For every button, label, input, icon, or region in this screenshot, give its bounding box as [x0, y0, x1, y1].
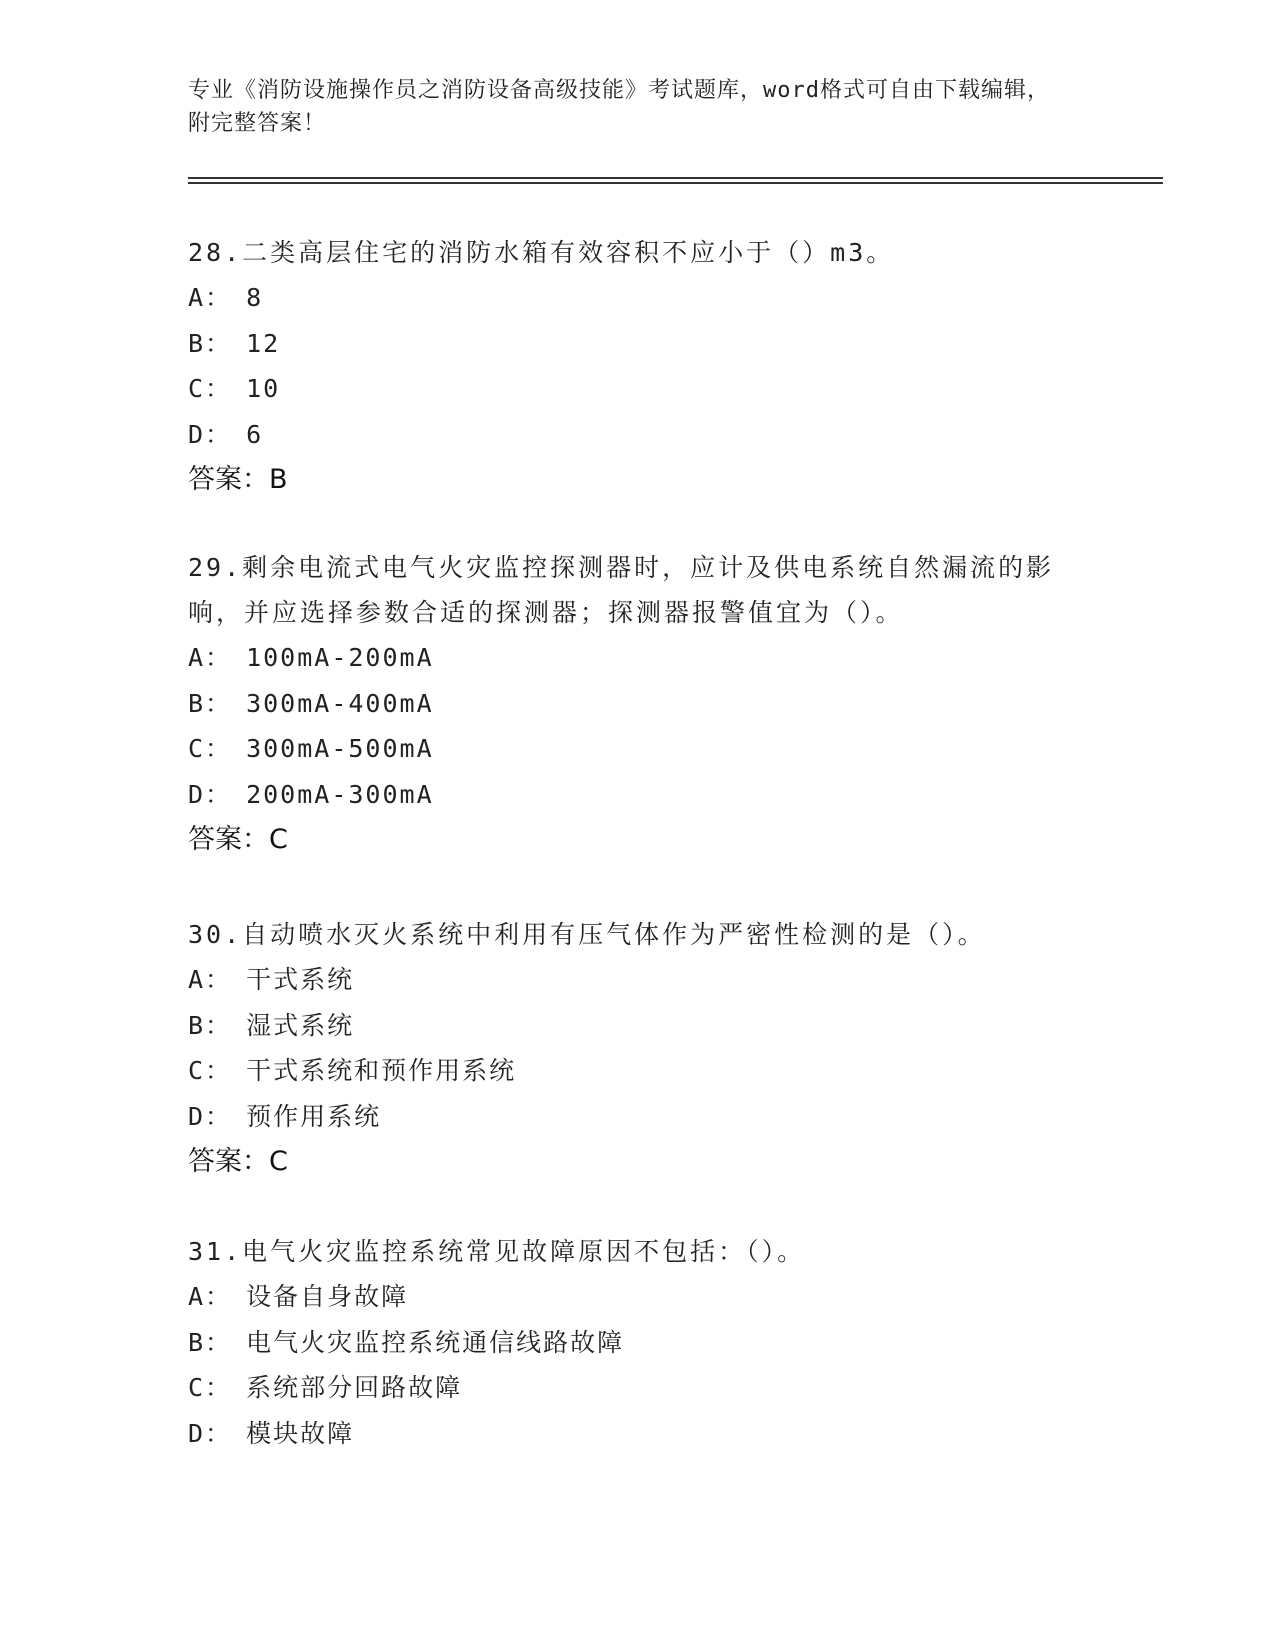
option-key: B：	[188, 1010, 233, 1040]
option-key: C：	[188, 1056, 233, 1085]
option-c	[188, 366, 1088, 412]
option-key: A：	[188, 283, 233, 312]
option-value: 模块故障	[246, 1418, 355, 1448]
option-key: D：	[188, 779, 233, 809]
option-key: C：	[188, 374, 233, 403]
question-title: 31.电气火灾监控系统常见故障原因不包括：（）。	[188, 1237, 806, 1266]
answer-line: 答案：C	[188, 824, 288, 855]
answer-line: 答案：C	[188, 1146, 288, 1177]
option-value: 300mA-400mA	[246, 688, 434, 718]
option-value: 预作用系统	[246, 1101, 382, 1131]
option-b	[188, 1320, 1088, 1366]
option-a	[188, 635, 1088, 681]
header-divider-top	[188, 177, 1163, 179]
option-b	[188, 1003, 1088, 1049]
answer-line: 答案：B	[188, 464, 288, 495]
option-value: 干式系统	[246, 965, 355, 994]
option-value: 6	[246, 419, 264, 449]
option-value: 设备自身故障	[246, 1282, 409, 1311]
question-title: 29.剩余电流式电气火灾监控探测器时，应计及供电系统自然漏流的影响，并应选择参数合适的探测器；探测器报警值宜为（）。	[188, 553, 1055, 627]
option-value: 系统部分回路故障	[246, 1373, 463, 1402]
option-value: 12	[246, 328, 281, 358]
option-b	[188, 321, 1088, 367]
option-value: 10	[246, 374, 281, 403]
option-value: 干式系统和预作用系统	[246, 1056, 517, 1085]
option-a	[188, 957, 1088, 1003]
option-key: D：	[188, 1101, 233, 1131]
question-31	[188, 1229, 1088, 1456]
option-value: 200mA-300mA	[246, 779, 434, 809]
option-c	[188, 1048, 1088, 1094]
question-30	[188, 912, 1088, 1184]
option-c	[188, 1365, 1088, 1411]
question-title: 30.自动喷水灭火系统中利用有压气体作为严密性检测的是（）。	[188, 920, 986, 949]
option-b	[188, 681, 1088, 727]
option-value: 100mA-200mA	[246, 643, 434, 672]
option-key: B：	[188, 1327, 233, 1357]
option-value: 湿式系统	[246, 1010, 355, 1040]
option-key: D：	[188, 419, 233, 449]
option-key: A：	[188, 1282, 233, 1311]
option-key: B：	[188, 688, 233, 718]
option-d	[188, 1094, 1088, 1140]
header-divider-bottom	[188, 182, 1163, 184]
option-value: 电气火灾监控系统通信线路故障	[246, 1327, 625, 1357]
option-c	[188, 726, 1088, 772]
question-29	[188, 545, 1088, 862]
option-key: A：	[188, 643, 233, 672]
question-28	[188, 230, 1088, 502]
option-key: C：	[188, 734, 233, 763]
option-a	[188, 1274, 1088, 1320]
option-value: 8	[246, 283, 264, 312]
question-title: 28.二类高层住宅的消防水箱有效容积不应小于（）m3。	[188, 238, 895, 267]
option-key: B：	[188, 328, 233, 358]
option-key: C：	[188, 1373, 233, 1402]
option-d	[188, 1411, 1088, 1457]
option-value: 300mA-500mA	[246, 734, 434, 763]
option-key: D：	[188, 1418, 233, 1448]
option-d	[188, 772, 1088, 818]
document-header: 专业《消防设施操作员之消防设备高级技能》考试题库，word格式可自由下载编辑，附完整答案！	[188, 78, 1050, 136]
option-a	[188, 275, 1088, 321]
option-key: A：	[188, 965, 233, 994]
option-d	[188, 412, 1088, 458]
